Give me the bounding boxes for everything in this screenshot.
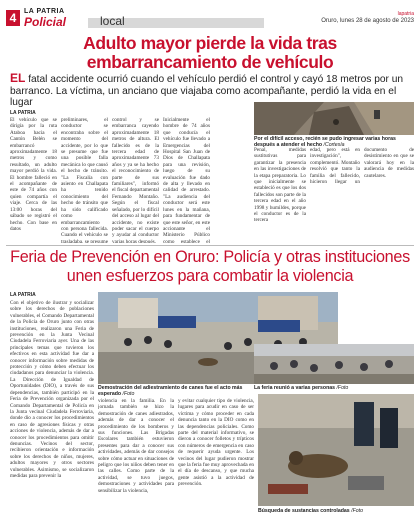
dog-search-photo (258, 394, 414, 506)
article1-col5: Penal, medidas sustitutivas para garantizar la presencia en las investigaciones de la etapa preparatoria. Lo que inicialmente se estableció es que los dos fallecidos son parte de la tercera edad en el año 1998 y humildes, porque el conductor es de la tercera (254, 147, 306, 224)
page-header (0, 0, 420, 30)
caption-credit: /Foto (351, 508, 363, 514)
lead-dropcap: EL (10, 71, 26, 85)
article1-col3: control y se embarranca cayendo aproximadamente 18 metros de altura. El fallecido es de la tercera edad de aproximadamente 73 años y ya se ha hecho el reconocimiento de parte de sus familiares", informó el fiscal departamental Fernando Montaño. Según el fiscal señalado, por lo difícil del acceso al lugar del accidente, no existe poder sacar el cuerpo y ayudar al conductor varias horas después. (112, 117, 159, 243)
caption-credit: /Foto (122, 391, 135, 398)
page-number: 4 (6, 10, 20, 26)
event-photo-caption (98, 385, 248, 397)
caption-text: Búsqueda de sustancias controladas (258, 508, 350, 514)
accident-photo (254, 102, 414, 135)
dog-search-photo-caption (258, 508, 414, 514)
headline-1: Adulto mayor pierde la vida tras embarrancamiento de vehículo (83, 33, 337, 72)
site-name: lapatria (397, 11, 414, 17)
brand-top: LA PATRIA (24, 8, 65, 15)
article1-col1: El vehículo que se dirigía por la ruta Ataboa hacia el Cantón Belén se embarrancó aproximadamente 18 metros y como resultado, un adulto mayor perdió la vida. El hombre falleció en el acompañante de este de 74 años con quien compartía el viaje. Cerca de las 13:00 horas del sábado se registró el hecho. Con base en datos (10, 117, 57, 232)
caption-text: La feria reunió a varias personas (254, 385, 336, 391)
caption-text: Demostración del adiestramiento de canes fue el acto más esperado (98, 385, 243, 398)
article1-col2: preliminares, el conductor se encontraba sobre el momento del accidente, por lo que se presume que fue una posible falla mecánica lo que causó el hecho de tránsito. "La Fiscalía con asiento en Challapata ha tenido conocimiento del hecho de tránsito que ha sido calificado como embarrancamiento con persona fallecida. Cuando el vehículo se trasladaba, se presume (61, 117, 108, 243)
byline-2: LA PATRIA (10, 292, 36, 298)
article1-col4: Inicialmente el hombre de 74 años que conducía el vehículo fue llevado a Emergencias del Hospital San Juan de Dios de Challapata para una revisión, luego de su evaluación fue dado de alta y llevado en calidad de arrestado. "La audiencia del conductor será este lunes en la mañana, para fundamentar de que este señor, en este accionante el Ministerio Público como establece el (163, 117, 210, 243)
byline-1: LA PATRIA (10, 110, 36, 116)
article1-col6: edad, pero está en investigación", complementó. Montaño resolvió que tanto la familia del fallecido, hicieron llegar un documento de desistimiento en que se valorará hoy en la audiencia de medidas cautelares. (310, 147, 414, 186)
crowd-photo (254, 344, 414, 384)
caption-credit: /Foto (336, 385, 349, 391)
headline-2: Feria de Prevención en Oruro: Policía y otras instituciones unen esfuerzos para combatir la violencia (10, 248, 410, 285)
crowd-photo-caption (254, 385, 414, 391)
brand-section-name: Policial (24, 15, 67, 29)
caption-text: Por el difícil acceso, recién se pudo ingresar varias horas después a atender el hecho (254, 136, 396, 149)
article-divider (6, 245, 414, 246)
lead-text: fatal accidente ocurrió cuando el vehículo perdió el control y cayó 18 metros por un barranco. La víctima, un anciano que viajaba como acompañante, perdió la vida en el lugar (10, 74, 404, 108)
caption-credit: /Cortesía (323, 142, 345, 149)
issue-date: Oruro, lunes 28 de agosto de 2023 (321, 18, 414, 24)
article2-col2: violencia en la familia. En la jornada también se hizo la demostración de canes adiestrados, además de dar a conocer el procedimiento de los bomberos y sus funciones. Las Brigadas Escolares también estuvieron presentes para dar a conocer sus actividades, además de dar consejos sobre cómo actuar en situaciones de peligro que los niños deben tener en las calles. Como parte de la actividad, se tuvo juegos, demostraciones y actividades para sensibilizar la violencia, (98, 398, 174, 494)
article2-col1: Con el objetivo de ilustrar y socializar sobre los derechos de poblaciones vulnerables, el Comando Departamental de la Policía de Oruro junto con otras instituciones, realizaron una Feria de prevención en la Junta Vecinal Ciudadela Ferroviaria ayer. Una de las principales temas que tuvieron los efectivos en esta actividad fue dar a conocer información sobre medidas de protección y cómo deben efectuar los ciudadanos para denunciar la violencia. La Dirección de Igualdad de Oportunidades (DIO), a través de sus dependencias, también participó en la Feria de Prevención organizada por el Comando Departamental de Policía en la Junta vecinal Ciudadela Ferroviaria, donde dio a conocer los procedimientos en caso de agresiones físicas y otras acciones de violencia, además de dar a conocer los procedimientos para omitir denuncias. Vecinos del sector, recibieron orientación e información sobre los derechos de niños, mujeres, adultos mayores y otros sectores vulnerables. Asimismo, se socializaron medidas para prevenir la (10, 300, 94, 479)
accident-photo-caption (254, 136, 414, 148)
article2-col3: y evitar cualquier tipo de violencia, lugares para acudir en caso de ser víctima y cómo proceder en cada denuncia tanto en la DIO como en las dependencias policiales. Como parte del material informativo, se dieron a conocer folletos y trípticos con números de emergencia en caso de requerir ayuda urgente. Los vecinos del lugar pudieron mostrar que la feria fue muy aprovechada en el día de descanso, y que mucha gente asistió a la actividad de prevención. (178, 398, 254, 488)
section-label: local (100, 14, 125, 28)
